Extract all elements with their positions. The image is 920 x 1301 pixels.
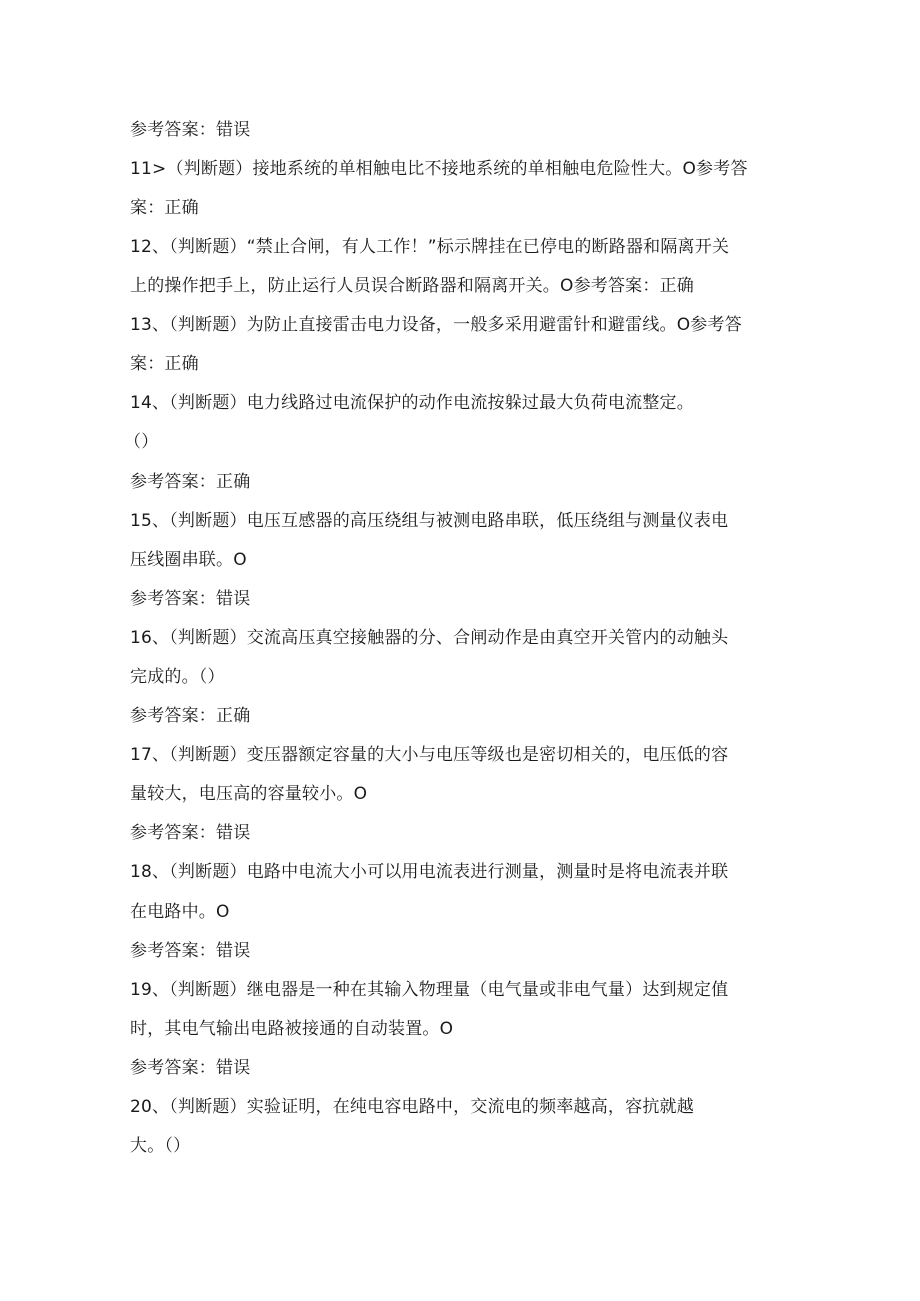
question-13-line-2: 案：正确	[130, 354, 199, 374]
question-18-line-1: 18、（判断题）电路中电流大小可以用电流表进行测量，测量时是将电流表并联	[130, 862, 729, 882]
question-16-line-2: 完成的。（）	[130, 667, 225, 687]
question-19-line-1: 19、（判断题）继电器是一种在其输入物理量（电气量或非电气量）达到规定值	[130, 980, 729, 1000]
question-12-line-2: 上的操作把手上，防止运行人员误合断路器和隔离开关。O参考答案：正确	[130, 276, 694, 296]
answer-line: 参考答案：错误	[130, 1058, 251, 1078]
question-15-line-1: 15、（判断题）电压互感器的高压绕组与被测电路串联，低压绕组与测量仪表电	[130, 511, 729, 531]
question-20-line-1: 20、（判断题）实验证明，在纯电容电路中，交流电的频率越高，容抗就越	[130, 1097, 694, 1117]
question-15-line-2: 压线圈串联。O	[130, 550, 247, 570]
question-13-line-1: 13、（判断题）为防止直接雷击电力设备，一般多采用避雷针和避雷线。O参考答	[130, 315, 742, 335]
question-17-line-2: 量较大，电压高的容量较小。O	[130, 784, 368, 804]
question-18-line-2: 在电路中。O	[130, 902, 230, 922]
question-17-line-1: 17、（判断题）变压器额定容量的大小与电压等级也是密切相关的，电压低的容	[130, 745, 729, 765]
answer-line: 参考答案：错误	[130, 589, 251, 609]
question-11-line-1: 11>（判断题）接地系统的单相触电比不接地系统的单相触电危险性大。O参考答	[130, 159, 748, 179]
question-14-line-1: 14、（判断题）电力线路过电流保护的动作电流按躲过最大负荷电流整定。	[130, 393, 694, 413]
question-19-line-2: 时，其电气输出电路被接通的自动装置。O	[130, 1019, 454, 1039]
question-20-line-2: 大。（）	[130, 1136, 191, 1156]
answer-line: 参考答案：错误	[130, 941, 251, 961]
question-12-line-1: 12、（判断题）“禁止合闸，有人工作！”标示牌挂在已停电的断路器和隔离开关	[130, 237, 730, 257]
answer-line: 参考答案：正确	[130, 706, 251, 726]
question-16-line-1: 16、（判断题）交流高压真空接触器的分、合闸动作是由真空开关管内的动触头	[130, 628, 729, 648]
question-11-line-2: 案：正确	[130, 198, 199, 218]
answer-line: 参考答案：错误	[130, 120, 251, 140]
answer-line: 参考答案：正确	[130, 472, 251, 492]
question-14-line-2: （）	[124, 432, 159, 452]
answer-line: 参考答案：错误	[130, 823, 251, 843]
